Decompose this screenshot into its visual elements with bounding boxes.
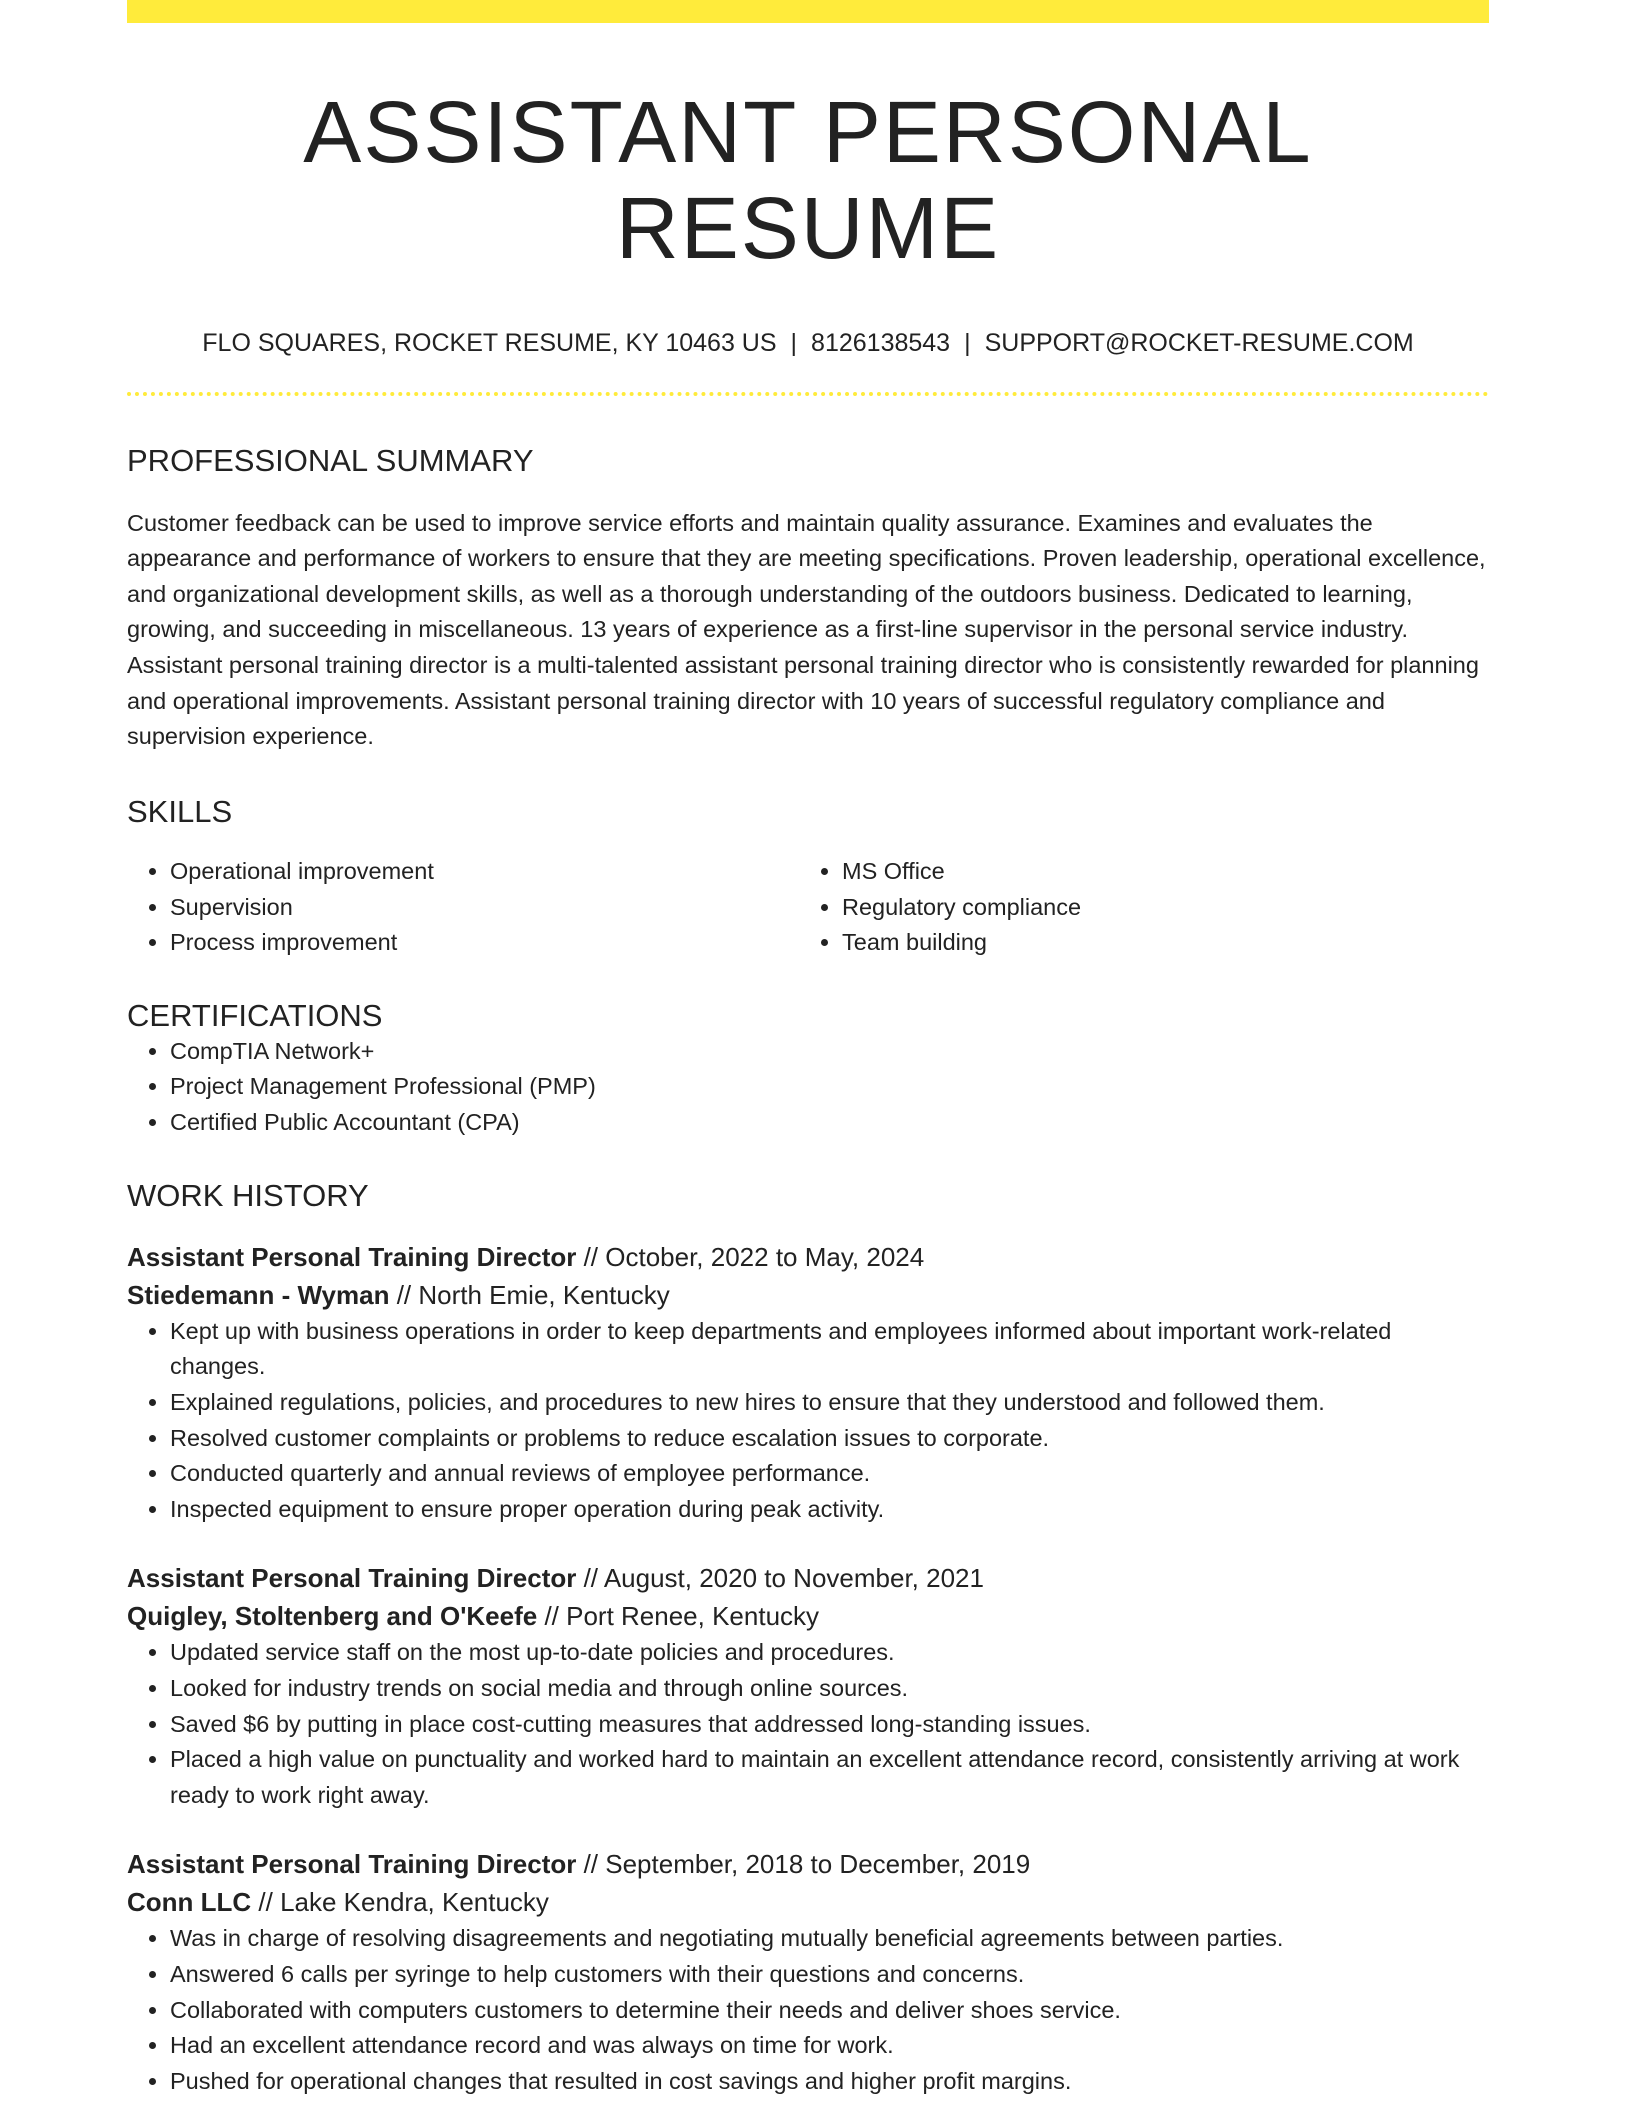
job-bullet: • Saved $6 by putting in place cost-cutting measures that addressed long-standing issues. (170, 1707, 1489, 1743)
job-location: // Lake Kendra, Kentucky (251, 1887, 549, 1918)
job-bullets (127, 1921, 1489, 2099)
job-bullet: • Updated service staff on the most up-to-date policies and procedures. (170, 1635, 1489, 1671)
summary-heading: PROFESSIONAL SUMMARY (127, 443, 534, 479)
contact-separator: | (964, 329, 971, 358)
certifications-list (127, 1034, 1489, 1141)
job-dates: // August, 2020 to November, 2021 (576, 1563, 984, 1594)
certifications-heading: CERTIFICATIONS (127, 997, 383, 1033)
summary-text: Customer feedback can be used to improve service efforts and maintain quality assurance. Examines and evaluates the appearance and performance of workers to ensure that they are meeting specifications. Proven leadership, operational excellence, and organizational development skills, as well as a thorough understanding of the outdoors business. Dedicated to learning, growing, and succeeding in miscellaneous. 13 years of experience as a first-line supervisor in the personal service industry. Assistant personal training director is a multi-talented assistant personal training director who is consistently rewarded for planning and operational improvements. Assistant personal training director with 10 years of successful regulatory compliance and supervision experience. (127, 509, 1486, 750)
job-entry (127, 1238, 1489, 1528)
job-company-line (127, 1883, 1489, 1921)
job-bullet: • Answered 6 calls per syringe to help customers with their questions and concerns. (170, 1957, 1489, 1993)
job-company: Conn LLC (127, 1887, 252, 1918)
contact-email: SUPPORT@ROCKET-RESUME.COM (984, 329, 1414, 358)
accent-bar (127, 0, 1489, 23)
job-role-line (127, 1845, 1489, 1883)
job-location: // North Emie, Kentucky (389, 1279, 670, 1310)
job-bullet: • Placed a high value on punctuality and worked hard to maintain an excellent attendance record, consistently arriving at work ready to work right away. (170, 1742, 1489, 1813)
contact-separator: | (790, 329, 798, 358)
job-entry (127, 1559, 1489, 1813)
job-bullet: • Collaborated with computers customers to determine their needs and deliver shoes service. (170, 1993, 1489, 2029)
job-company-line (127, 1597, 1489, 1635)
job-bullet: • Resolved customer complaints or problems to reduce escalation issues to corporate. (170, 1421, 1489, 1457)
job-bullets (127, 1635, 1489, 1813)
work-history-heading: WORK HISTORY (127, 1177, 369, 1213)
resume-page (127, 0, 1489, 2099)
contact-address: FLO SQUARES, ROCKET RESUME, KY 10463 US (202, 329, 777, 358)
job-role: Assistant Personal Training Director (127, 1849, 577, 1880)
job-bullet: • Conducted quarterly and annual reviews of employee performance. (170, 1456, 1489, 1492)
job-role: Assistant Personal Training Director (127, 1241, 577, 1272)
job-role-line (127, 1238, 1489, 1276)
job-company: Stiedemann - Wyman (127, 1279, 390, 1310)
job-bullet: • Looked for industry trends on social media and through online sources. (170, 1671, 1489, 1707)
skills-heading: SKILLS (127, 793, 233, 829)
certification-item: • CompTIA Network+ (170, 1034, 1489, 1070)
job-dates: // October, 2022 to May, 2024 (576, 1241, 925, 1272)
skills-grid (127, 854, 1489, 961)
job-entry (127, 1845, 1489, 2099)
job-bullet: • Kept up with business operations in order to keep departments and employees informed about important work-related changes. (170, 1314, 1489, 1385)
job-role-line (127, 1559, 1489, 1597)
certification-item: • Certified Public Accountant (CPA) (170, 1105, 1489, 1141)
job-bullet: • Had an excellent attendance record and was always on time for work. (170, 2028, 1489, 2064)
job-role: Assistant Personal Training Director (127, 1563, 577, 1594)
certification-item: • Project Management Professional (PMP) (170, 1069, 1489, 1105)
job-bullet: • Inspected equipment to ensure proper operation during peak activity. (170, 1492, 1489, 1528)
job-bullets (127, 1314, 1489, 1528)
contact-phone: 8126138543 (811, 329, 951, 358)
job-bullet: • Explained regulations, policies, and procedures to new hires to ensure that they understood and followed them. (170, 1385, 1489, 1421)
skill-item: • Team building (842, 925, 1471, 961)
job-location: // Port Renee, Kentucky (537, 1601, 820, 1632)
skill-item: • Regulatory compliance (842, 890, 1471, 926)
skill-item: • Process improvement (170, 925, 799, 961)
dotted-divider (127, 392, 1489, 396)
skills-column-right (799, 854, 1471, 961)
skills-column-left (127, 854, 799, 961)
resume-title: ASSISTANT PERSONAL RESUME (303, 84, 1313, 277)
job-bullet: • Pushed for operational changes that resulted in cost savings and higher profit margins. (170, 2064, 1489, 2100)
job-dates: // September, 2018 to December, 2019 (576, 1849, 1031, 1880)
job-bullet: • Was in charge of resolving disagreements and negotiating mutually beneficial agreements between parties. (170, 1921, 1489, 1957)
skill-item: • Supervision (170, 890, 799, 926)
contact-line (127, 328, 1489, 358)
skill-item: • Operational improvement (170, 854, 799, 890)
job-company: Quigley, Stoltenberg and O'Keefe (127, 1601, 538, 1632)
job-company-line (127, 1276, 1489, 1314)
skill-item: • MS Office (842, 854, 1471, 890)
